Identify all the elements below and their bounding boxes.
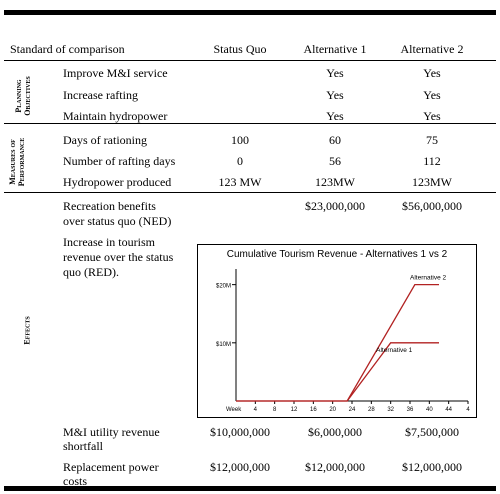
mi-shortfall-label: M&I utility revenue shortfall: [63, 425, 160, 453]
header-rule: [4, 60, 496, 61]
header-standard: Standard of comparison: [10, 42, 125, 56]
effects-label: Effects: [22, 316, 32, 345]
section-rule-2: [4, 192, 496, 193]
x-tick-label: 12: [290, 407, 298, 413]
row-alt2: Yes: [423, 66, 441, 80]
x-tick-label: 16: [309, 407, 317, 413]
chart-title: Cumulative Tourism Revenue - Alternatives 1 vs 2: [226, 249, 448, 260]
y-tick-label: $10M: [215, 341, 231, 348]
x-tick-label: 4: [466, 407, 470, 413]
replacement-power-label: Replacement power costs: [63, 460, 159, 488]
row-alt1: Yes: [326, 88, 344, 102]
row-alt1: Yes: [326, 109, 344, 123]
row-sq: 100: [231, 133, 249, 147]
row-label: Maintain hydropower: [63, 109, 168, 123]
row-alt1: Yes: [326, 66, 344, 80]
replacement-power-alt2: $12,000,000: [402, 460, 462, 474]
row-alt2: 75: [426, 133, 438, 147]
x-axis-label: Week: [226, 407, 242, 413]
row-alt2: 112: [423, 154, 441, 168]
y-tick-label: $20M: [215, 283, 231, 290]
row-alt2: Yes: [423, 109, 441, 123]
x-tick-label: 20: [329, 407, 337, 413]
header-status-quo: Status Quo: [213, 42, 267, 56]
series-label-alt2: Alternative 2: [410, 274, 447, 282]
chart-svg: [198, 245, 476, 417]
row-label: Days of rationing: [63, 133, 147, 147]
measures-of-performance-label: Measures of Performance: [8, 137, 26, 187]
x-tick-label: 24: [348, 407, 356, 413]
header-alt1: Alternative 1: [303, 42, 367, 56]
row-alt2: 123MW: [412, 175, 452, 189]
header-alt2: Alternative 2: [400, 42, 464, 56]
section-rule-1: [4, 123, 496, 124]
mi-shortfall-alt2: $7,500,000: [405, 425, 459, 439]
series-label-alt1: Alternative 1: [376, 346, 413, 354]
x-tick-label: 28: [367, 407, 375, 413]
x-tick-label: 32: [387, 407, 395, 413]
mi-shortfall-sq: $10,000,000: [210, 425, 270, 439]
row-alt1: 60: [329, 133, 341, 147]
tourism-revenue-chart: [197, 244, 477, 418]
replacement-power-alt1: $12,000,000: [305, 460, 365, 474]
recreation-alt2: $56,000,000: [402, 199, 462, 213]
row-label: Number of rafting days: [63, 154, 176, 168]
row-sq: 0: [237, 154, 243, 168]
x-tick-label: 36: [406, 407, 414, 413]
x-tick-label: 4: [253, 407, 258, 413]
mi-shortfall-alt1: $6,000,000: [308, 425, 362, 439]
planning-objectives-label: Planning Objectives: [14, 76, 32, 116]
top-rule: [4, 10, 496, 15]
x-tick-label: 44: [445, 407, 453, 413]
x-tick-label: 8: [272, 407, 277, 413]
x-tick-label: 40: [425, 407, 433, 413]
row-alt1: 123MW: [315, 175, 355, 189]
row-label: Improve M&I service: [63, 66, 168, 80]
replacement-power-sq: $12,000,000: [210, 460, 270, 474]
row-label: Increase rafting: [63, 88, 138, 102]
row-sq: 123 MW: [218, 175, 262, 189]
row-alt2: Yes: [423, 88, 441, 102]
recreation-alt1: $23,000,000: [305, 199, 365, 213]
tourism-label: Increase in tourism revenue over the status quo (RED).: [63, 235, 174, 279]
recreation-label: Recreation benefits over status quo (NED): [63, 199, 172, 228]
row-label: Hydropower produced: [63, 175, 172, 189]
row-alt1: 56: [329, 154, 341, 168]
